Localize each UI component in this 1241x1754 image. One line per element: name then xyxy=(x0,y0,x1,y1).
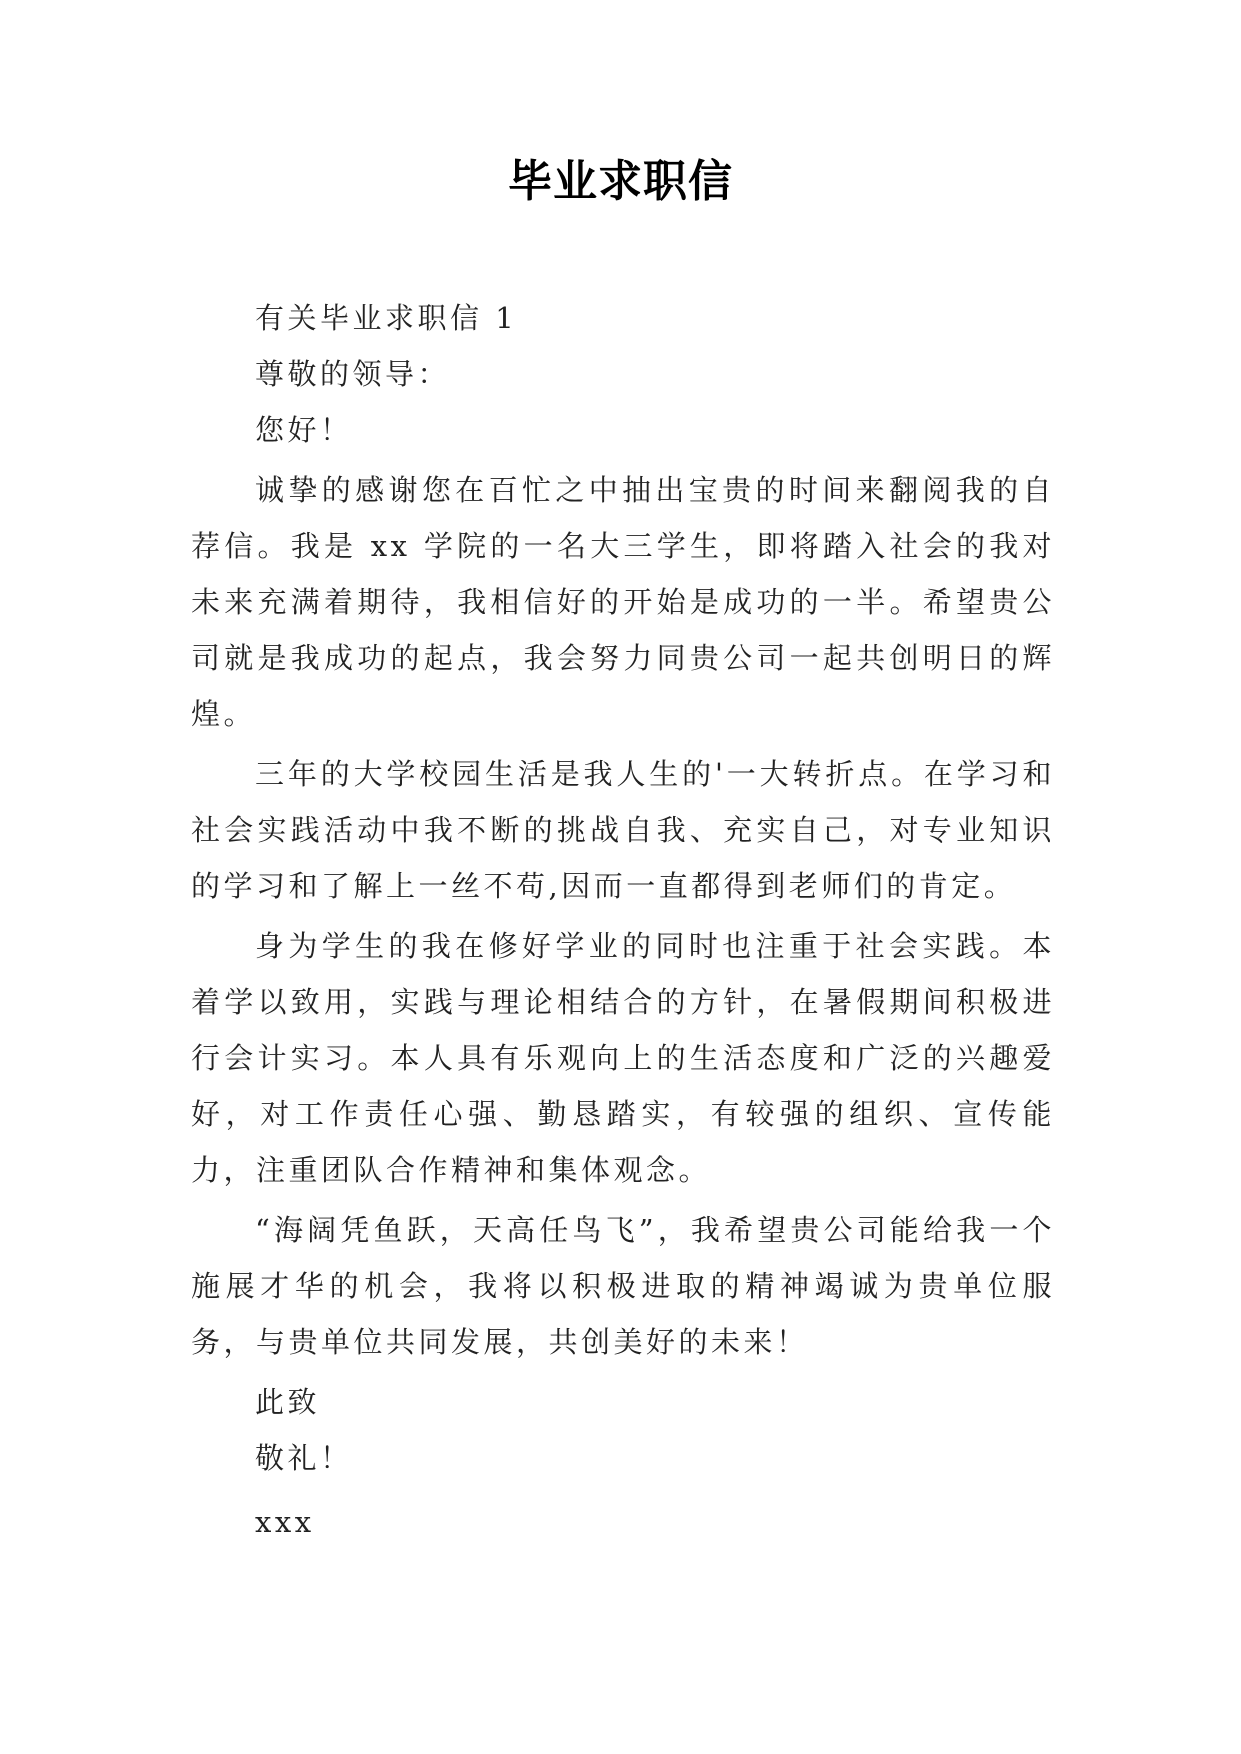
paragraph-4: “海阔凭鱼跃，天高任鸟飞”，我希望贵公司能给我一个施展才华的机会，我将以积极进取的精神竭诚为贵单位服务，与贵单位共同发展，共创美好的未来！ xyxy=(191,1213,1055,1359)
paragraph-3: 身为学生的我在修好学业的同时也注重于社会实践。本着学以致用，实践与理论相结合的方针，在暑假期间积极进行会计实习。本人具有乐观向上的生活态度和广泛的兴趣爱好，对工作责任心强、勤恳踏实，有较强的组织、宣传能力，注重团队合作精神和集体观念。 xyxy=(191,929,1055,1187)
paragraph-1: 诚挚的感谢您在百忙之中抽出宝贵的时间来翻阅我的自荐信。我是 xx 学院的一名大三学生，即将踏入社会的我对未来充满着期待，我相信好的开始是成功的一半。希望贵公司就是我成功的起点，我会努力同贵公司一起共创明日的辉煌。 xyxy=(191,473,1055,731)
signature: xxx xyxy=(255,1505,315,1539)
document-subtitle: 有关毕业求职信 1 xyxy=(255,301,518,335)
closing-line-2: 敬礼！ xyxy=(255,1441,353,1475)
paragraph-2: 三年的大学校园生活是我人生的'一大转折点。在学习和社会实践活动中我不断的挑战自我、充实自己，对专业知识的学习和了解上一丝不苟,因而一直都得到老师们的肯定。 xyxy=(191,757,1055,903)
document-body xyxy=(191,290,1055,1550)
document-title: 毕业求职信 xyxy=(508,156,733,207)
closing-line-1: 此致 xyxy=(255,1385,321,1419)
salutation: 尊敬的领导： xyxy=(255,357,451,391)
greeting: 您好！ xyxy=(255,413,353,447)
